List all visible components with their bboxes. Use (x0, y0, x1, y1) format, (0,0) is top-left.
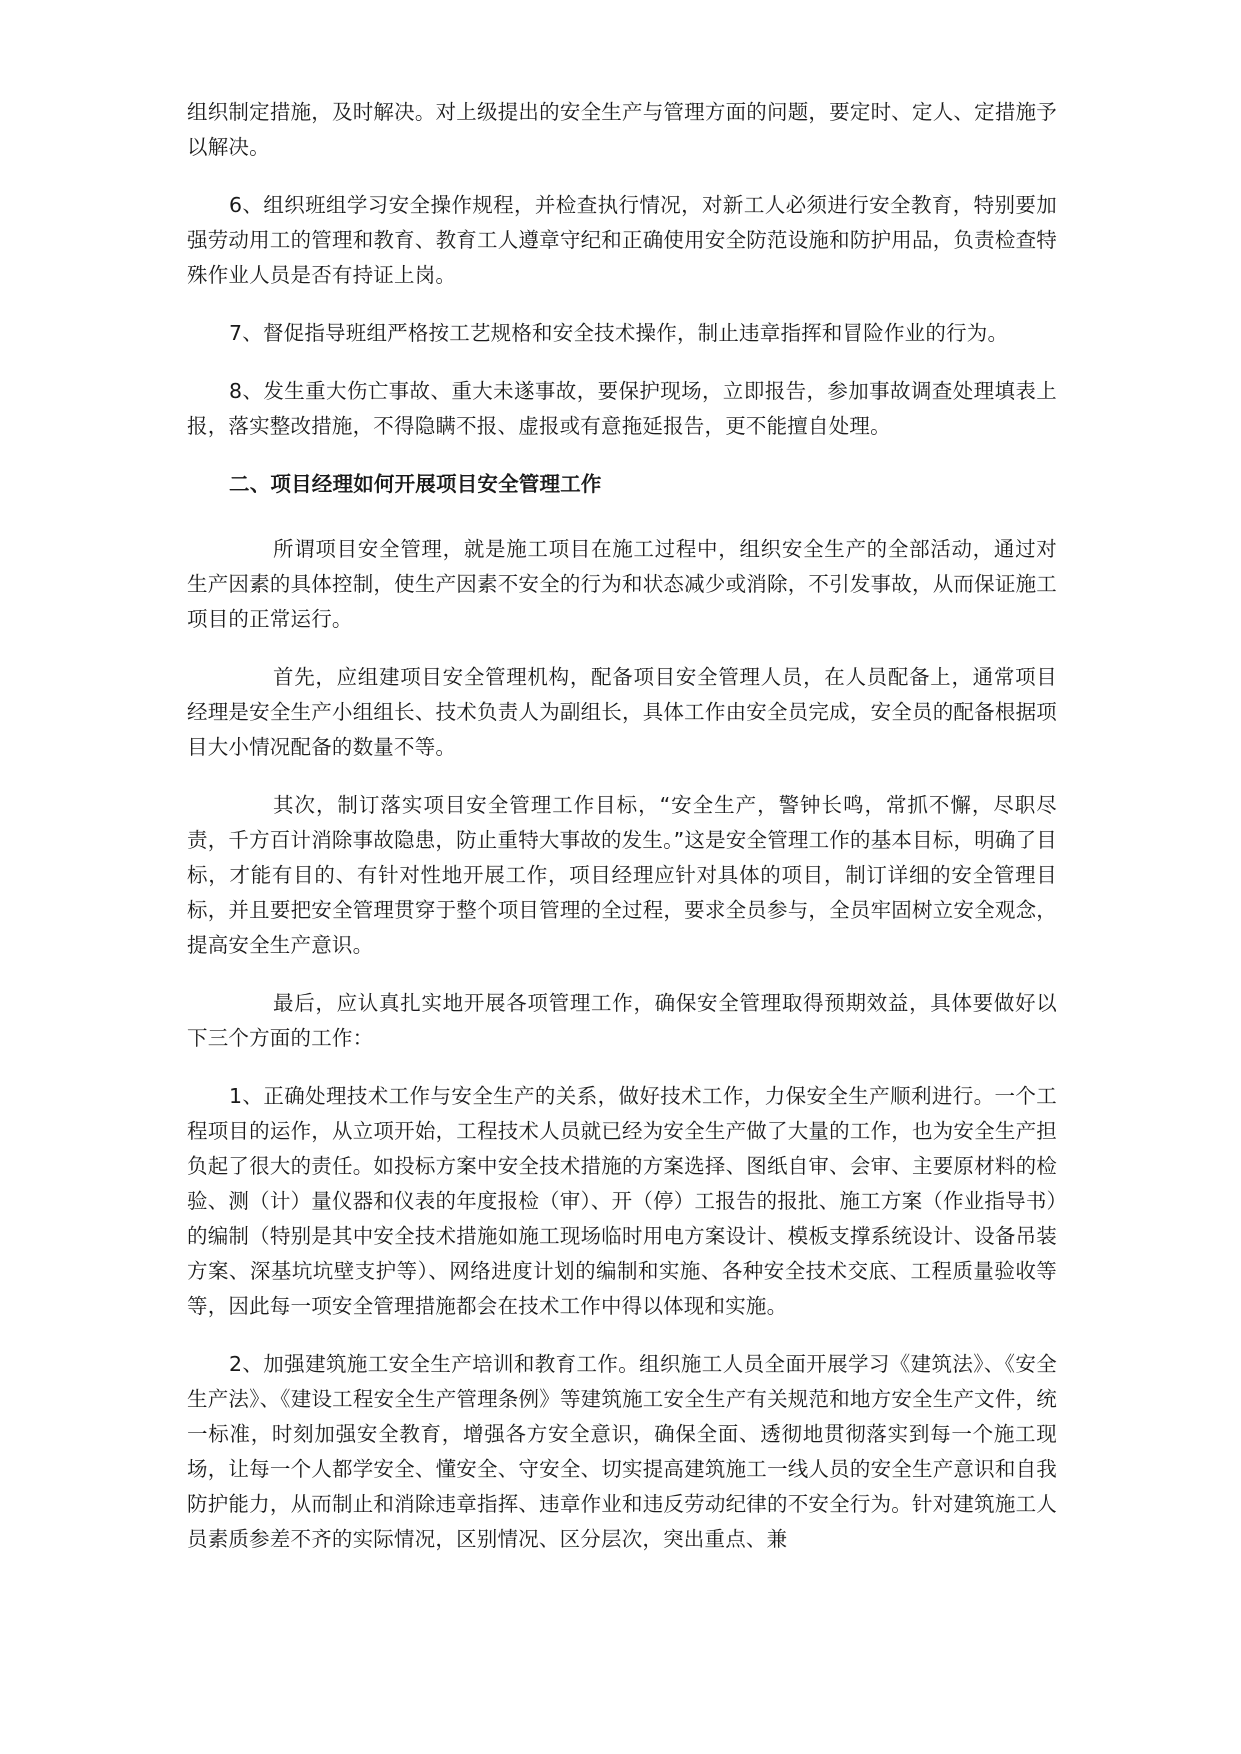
paragraph-second: 其次，制订落实项目安全管理工作目标，“安全生产，警钟长鸣，常抓不懈，尽职尽责，千方百计消除事故隐患，防止重特大事故的发生。”这是安全管理工作的基本目标，明确了目标，才能有目的、有针对性地开展工作，项目经理应针对具体的项目，制订详细的安全管理目标，并且要把安全管理贯穿于整个项目管理的全过程，要求全员参与，全员牢固树立安全观念，提高安全生产意识。 (187, 793, 1057, 957)
paragraph-last: 最后，应认真扎实地开展各项管理工作，确保安全管理取得预期效益，具体要做好以下三个方面的工作： (187, 991, 1057, 1050)
section-heading: 二、项目经理如何开展项目安全管理工作 (229, 472, 602, 496)
paragraph-item-7: 7、督促指导班组严格按工艺规格和安全技术操作，制止违章指挥和冒险作业的行为。 (229, 321, 1009, 345)
paragraph-item-8: 8、发生重大伤亡事故、重大未遂事故，要保护现场，立即报告，参加事故调查处理填表上报，落实整改措施，不得隐瞒不报、虚报或有意拖延报告，更不能擅自处理。 (187, 379, 1057, 438)
paragraph-first: 首先，应组建项目安全管理机构，配备项目安全管理人员，在人员配备上，通常项目经理是安全生产小组组长、技术负责人为副组长，具体工作由安全员完成，安全员的配备根据项目大小情况配备的数量不等。 (187, 665, 1057, 759)
paragraph-definition: 所谓项目安全管理，就是施工项目在施工过程中，组织安全生产的全部活动，通过对生产因素的具体控制，使生产因素不安全的行为和状态减少或消除，不引发事故，从而保证施工项目的正常运行。 (187, 537, 1057, 631)
paragraph-point-1: 1、正确处理技术工作与安全生产的关系，做好技术工作，力保安全生产顺利进行。一个工程项目的运作，从立项开始，工程技术人员就已经为安全生产做了大量的工作，也为安全生产担负起了很大的责任。如投标方案中安全技术措施的方案选择、图纸自审、会审、主要原材料的检验、测（计）量仪器和仪表的年度报检（审）、开（停）工报告的报批、施工方案（作业指导书）的编制（特别是其中安全技术措施如施工现场临时用电方案设计、模板支撑系统设计、设备吊装方案、深基坑坑壁支护等）、网络进度计划的编制和实施、各种安全技术交底、工程质量验收等等，因此每一项安全管理措施都会在技术工作中得以体现和实施。 (187, 1084, 1057, 1318)
paragraph-point-2: 2、加强建筑施工安全生产培训和教育工作。组织施工人员全面开展学习《建筑法》、《安全生产法》、《建设工程安全生产管理条例》等建筑施工安全生产有关规范和地方安全生产文件，统一标准，时刻加强安全教育，增强各方安全意识，确保全面、透彻地贯彻落实到每一个施工现场，让每一个人都学安全、懂安全、守安全、切实提高建筑施工一线人员的安全生产意识和自我防护能力，从而制止和消除违章指挥、违章作业和违反劳动纪律的不安全行为。针对建筑施工人员素质参差不齐的实际情况，区别情况、区分层次，突出重点、兼 (187, 1352, 1057, 1551)
paragraph-item-6: 6、组织班组学习安全操作规程，并检查执行情况，对新工人必须进行安全教育，特别要加强劳动用工的管理和教育、教育工人遵章守纪和正确使用安全防范设施和防护用品，负责检查特殊作业人员是否有持证上岗。 (187, 193, 1057, 287)
paragraph-continuation: 组织制定措施，及时解决。对上级提出的安全生产与管理方面的问题，要定时、定人、定措施予以解决。 (187, 100, 1057, 159)
document-page (187, 95, 1057, 1580)
